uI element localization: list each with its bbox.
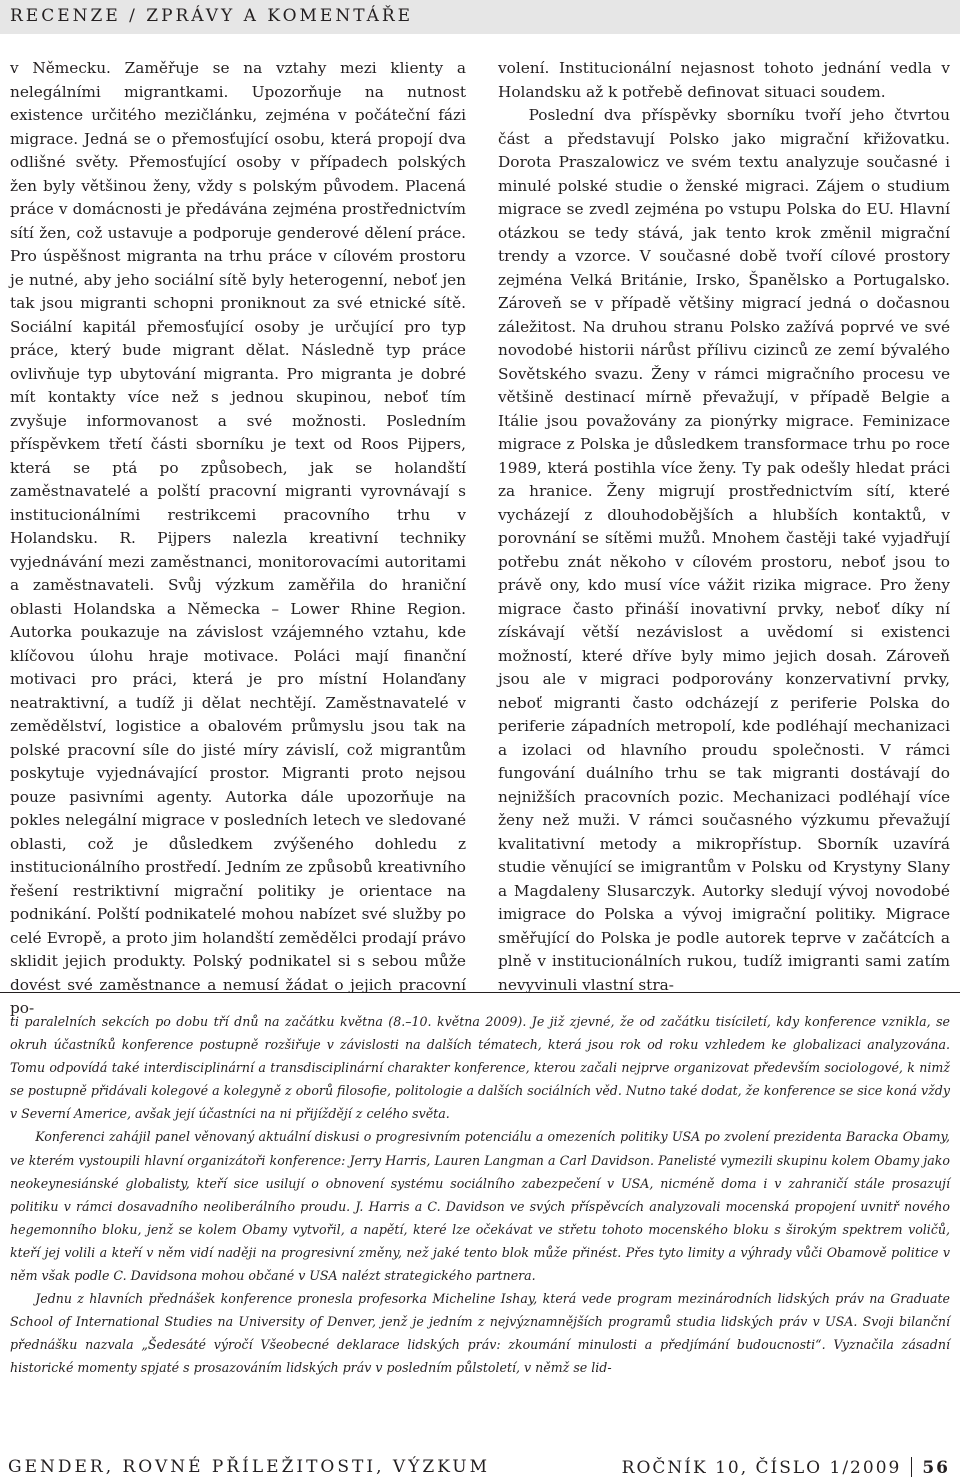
left-column [10,57,466,1021]
running-footer [0,1452,960,1482]
footnote-paragraph: Jednu z hlavních přednášek konference pronesla profesorka Micheline Ishay, která vede program mezinárodních lidských práv na Graduate School of International Studies na University of Denver, jenž je jedním z nejvýznamnějších programů studia lidských práv v USA. Svoji bilanční přednášku nazvala „Šedesáté výročí Všeobecné deklarace lidských práv: zkoumání minulosti a předjímání budoucnosti“. Vyznačila zásadní historické momenty spjaté s prosazováním lidských práv v posledním půlstoletí, v němž se lid- [10,1291,950,1376]
running-header [0,0,960,34]
journal-title: GENDER, ROVNÉ PŘÍLEŽITOSTI, VÝZKUM [8,1457,491,1477]
issue-info [622,1457,950,1478]
right-column-paragraph: Poslední dva příspěvky sborníku tvoří jeho čtvrtou část a představují Polsko jako migrační křižovatku. Dorota Praszalowicz ve svém textu analyzuje současné i minulé polské studie o ženské migraci. Zájem o studium migrace se zvedl zejména po vstupu Polska do EU. Hlavní otázkou se tedy stává, jak tento krok změnil migrační trendy a vzorce. V současné době tvoří cílové prostory zejména Velká Británie, Irsko, Španělsko a Portugalsko. Zároveň se v případě většiny migrací jedná o dočasnou záležitost. Na druhou stranu Polsko zažívá poprvé ve své novodobé historii nárůst přílivu cizinců ze zemí bývalého Sovětského svazu. Ženy v rámci migračního procesu ve většině destinací mírně převažují, v případě Belgie a Itálie jsou považovány za pionýrky migrace. Feminizace migrace z Polska je důsledkem transformace trhu po roce 1989, která postihla více ženy. Ty pak odešly hledat práci za hranice. Ženy migrují prostřednictvím sítí, které vycházejí z dlouhodobějších a hlubších kontaktů, v porovnání se sítěmi mužů. Mnohem častěji také vyjadřují potřebu znát někoho v cílovém prostoru, neboť jsou to právě ony, kdo musí více vážit rizika migrace. Pro ženy migrace často přináší inovativní prvky, neboť díky ní získávají větší nezávislost a uvědomí si existenci možností, které dříve byly mimo jejich dosah. Zároveň jsou ale v migraci podporovány konzervativní prvky, neboť migranti často odcházejí z periferie Polska do periferie západních metropolí, kde podléhají mechanizaci a izolaci od hlavního proudu společnosti. V rámci fungování duálního trhu se tak migranti dostávají do nejnižších pracovních pozic. Mechanizaci podléhají více ženy než muži. V rámci současného výzkumu převažují kvalitativní metody a mikropřístup. Sborník uzavírá studie věnující se imigrantům v Polsku od Krystyny Slany a Magdaleny Slusarczyk. Autorky sledují vývoj novodobé imigrace do Polska a vývoj imigrační politiky. Migrace směřující do Polska je podle autorek teprve v začátcích a plně v institucionálních rukou, tudíž imigranti sami zatím nevyvinuli vlastní stra- [498,106,950,994]
right-column [498,57,950,997]
footnote-divider [0,992,960,993]
footnote-paragraph: ti paralelních sekcích po dobu tří dnů na začátku května (8.–10. května 2009). Je již zjevné, že od začátku tisíciletí, kdy konference vznikla, se okruh účastníků konference postupně rozšiřuje v závislosti na dalších tématech, která jsou rok od roku vzhledem ke globalizaci analyzována. Tomu odpovídá také interdisciplinární a transdisciplinární charakter konference, kterou začali nejprve organizovat především sociologové, k nimž se postupně přidávali kolegové a kolegyně z oborů filosofie, politologie a dalších sociálních věd. Nutno také dodat, že konference se sice koná vždy v Severní Americe, avšak její účastníci na ni přijíždějí z celého světa. [10,1014,950,1122]
footnote-paragraph: Konferenci zahájil panel věnovaný aktuální diskusi o progresivním potenciálu a omezeních politiky USA po zvolení prezidenta Baracka Obamy, ve kterém vystoupili hlavní organizátoři konference: Jerry Harris, Lauren Langman a Carl Davidson. Panelisté vymezili skupinu kolem Obamy jako neokeynesiánské globalisty, kteří sice usilují o obnovení systému sociálního zabezpečení v USA, nicméně doma i v zahraničí stále prosazují politiku v rámci dosavadního neoliberálního proudu. J. Harris a C. Davidson ve svých příspěvcích analyzovali mocenská propojení uvnitř nového hegemonního bloku, jenž se kolem Obamy vytvořil, a napětí, které lze očekávat ve střetu tohoto mocenského bloku s širokým spektrem voličů, kteří jej volili a kteří v něm vidí naději na progresivní změny, než jaké tento blok může přinést. Přes tyto limity a výhrady vůči Obamově politice v něm však podle C. Davidsona mohou občané v USA nalézt strategického partnera. [10,1129,950,1284]
volume-issue: ROČNÍK 10, ČÍSLO 1/2009 [621,1458,902,1478]
section-title: RECENZE / ZPRÁVY A KOMENTÁŘE [10,6,414,26]
right-column-paragraph: volení. Institucionální nejasnost tohoto jednání vedla v Holandsku až k potřebě definovat situaci soudem. [498,59,950,101]
page-number: 56 [922,1458,950,1478]
footer-separator [911,1457,912,1477]
footnote-block [10,1010,950,1380]
left-column-paragraph: v Německu. Zaměřuje se na vztahy mezi klienty a nelegálními migrantkami. Upozorňuje na nutnost existence určitého mezičlánku, zejména v počáteční fázi migrace. Jedná se o přemosťující osobu, která propojí dva odlišné světy. Přemosťující osoby v případech polských žen byly většinou ženy, vždy s polským původem. Placená práce v domácnosti je předávána zejména prostřednictvím sítí žen, což ustavuje a podporuje genderové dělení práce. Pro úspěšnost migranta na trhu práce v cílovém prostoru je nutné, aby jeho sociální sítě byly heterogenní, neboť jen tak jsou migranti schopni proniknout za své etnické sítě. Sociální kapitál přemosťující osoby je určující pro typ práce, který bude migrant dělat. Následně typ práce ovlivňuje typ ubytování migranta. Pro migranta je dobré mít kontakty více než s jednou skupinou, neboť tím zvyšuje informovanost a své možnosti. Posledním příspěvkem třetí části sborníku je text od Roos Pijpers, která se ptá po způsobech, jak se holandští zaměstnavatelé a polští pracovní migranti vyrovnávají s institucionálními restrikcemi pracovního trhu v Holandsku. R. Pijpers nalezla kreativní techniky vyjednávání mezi zaměstnanci, monitorovacími autoritami a zaměstnavateli. Svůj výzkum zaměřila do hraniční oblasti Holandska a Německa – Lower Rhine Region. Autorka poukazuje na závislost vzájemného vztahu, kde klíčovou úlohu hraje motivace. Poláci mají finanční motivaci pro práci, která je pro místní Holanďany neatraktivní, a tudíž ji dělat nechtějí. Zaměstnavatelé v zemědělství, logistice a obalovém průmyslu jsou tak na polské pracovní síle do jisté míry závislí, což migrantům poskytuje vyjednávající prostor. Migranti proto nejsou pouze pasivními agenty. Autorka dále upozorňuje na pokles nelegální migrace v posledních letech ve sledované oblasti, což je důsledkem zvýšeného dohledu z institucionálního prostředí. Jedním ze způsobů kreativního řešení restriktivní migrační politiky je orientace na podnikání. Polští podnikatelé mohou nabízet své služby po celé Evropě, a proto jim holandští zemědělci prodají právo sklidit jejich produkty. Polský podnikatel si s sebou může dovést své zaměstnance a nemusí žádat o jejich pracovní po- [10,59,466,1017]
